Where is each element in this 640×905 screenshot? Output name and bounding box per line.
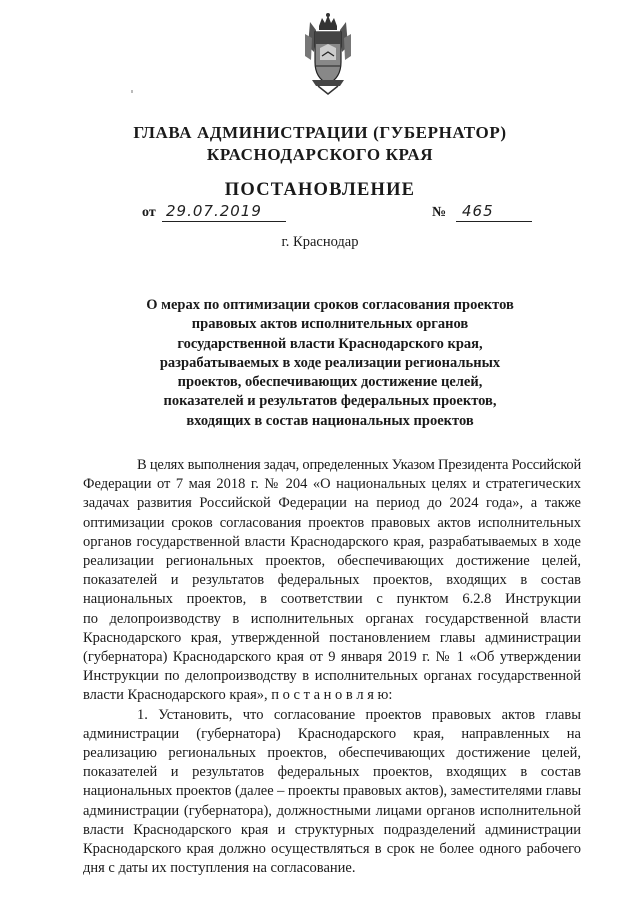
date-value: 29.07.2019 bbox=[162, 201, 286, 222]
body-line: дня с даты их поступления на согласование. bbox=[83, 860, 356, 877]
scan-mark bbox=[131, 90, 133, 93]
body-line: Краснодарского края, утвержденной постановлением главы администрации bbox=[83, 629, 581, 646]
coat-of-arms-icon bbox=[302, 12, 354, 96]
body-line: Краснодарского края должно осуществляться в срок не более одного рабочего bbox=[83, 841, 581, 858]
body-line: администрации (губернатора) Краснодарского края, направленных на bbox=[83, 725, 581, 742]
document-subject bbox=[120, 296, 540, 431]
body-line: власти Краснодарского края и структурных подразделений администрации bbox=[83, 821, 581, 838]
body-line: национальных проектов, в соответствии с пунктом 6.2.8 Инструкции bbox=[83, 591, 581, 608]
subject-line: разрабатываемых в ходе реализации региональных bbox=[159, 354, 501, 371]
body-line: В целях выполнения задач, определенных Указом Президента Российской bbox=[137, 457, 582, 473]
number-field bbox=[432, 202, 494, 221]
number-value: 465 bbox=[456, 201, 532, 222]
body-line: реализацию региональных проектов, обеспечивающих достижение целей, bbox=[83, 745, 581, 762]
body-line: 1. Установить, что согласование проектов правовых актов главы bbox=[137, 706, 581, 723]
body-line: по делопроизводству в исполнительных органах государственной власти bbox=[83, 610, 581, 627]
date-label: от bbox=[142, 205, 156, 220]
body-line: власти Краснодарского края», п о с т а н о в л я ю: bbox=[83, 687, 393, 704]
body-line: администрации (губернатора), должностными лицами органов исполнительной bbox=[83, 802, 581, 819]
body-line: задачах развития Российской Федерации на период до 2024 года», а также bbox=[83, 495, 581, 512]
number-label: № bbox=[432, 205, 447, 220]
body-line: Федерации от 7 мая 2018 г. № 204 «О национальных целях и стратегических bbox=[83, 476, 581, 493]
subject-line: О мерах по оптимизации сроков согласования проектов bbox=[146, 297, 514, 313]
preamble-paragraph bbox=[83, 456, 581, 706]
item-1-paragraph bbox=[83, 706, 581, 879]
body-line: органов государственной власти Краснодарского края, разрабатываемых в ходе bbox=[83, 533, 581, 550]
body-line: показателей и результатов федеральных проектов, входящих в состав bbox=[83, 572, 581, 589]
subject-line: входящих в состав национальных проектов bbox=[186, 412, 474, 429]
subject-line: показателей и результатов федеральных проектов, bbox=[163, 393, 497, 410]
subject-line: проектов, обеспечивающих достижение целей, bbox=[177, 374, 483, 391]
body-line: показателей и результатов федеральных проектов, входящих в состав bbox=[83, 764, 581, 781]
body-line: оптимизации сроков согласования проектов правовых актов исполнительных bbox=[83, 514, 581, 531]
body-line: Инструкции по делопроизводству в исполнительных органах государственной bbox=[83, 668, 581, 685]
body-line: (губернатора) Краснодарского края от 9 января 2019 г. № 1 «Об утверждении bbox=[83, 649, 581, 666]
date-field bbox=[142, 202, 262, 221]
subject-line: государственной власти Краснодарского края, bbox=[177, 335, 483, 352]
city: г. Краснодар bbox=[281, 234, 359, 250]
body-line: реализации региональных проектов, обеспечивающих достижение целей, bbox=[83, 553, 581, 570]
body-line: национальных проектов (далее – проекты правовых актов), заместителями главы bbox=[83, 783, 582, 800]
authority-title-line-1: ГЛАВА АДМИНИСТРАЦИИ (ГУБЕРНАТОР) bbox=[133, 123, 507, 142]
document-type: ПОСТАНОВЛЕНИЕ bbox=[224, 180, 416, 200]
subject-line: правовых актов исполнительных органов bbox=[191, 316, 469, 333]
authority-title-line-2: КРАСНОДАРСКОГО КРАЯ bbox=[206, 145, 434, 164]
document-body bbox=[83, 456, 581, 878]
